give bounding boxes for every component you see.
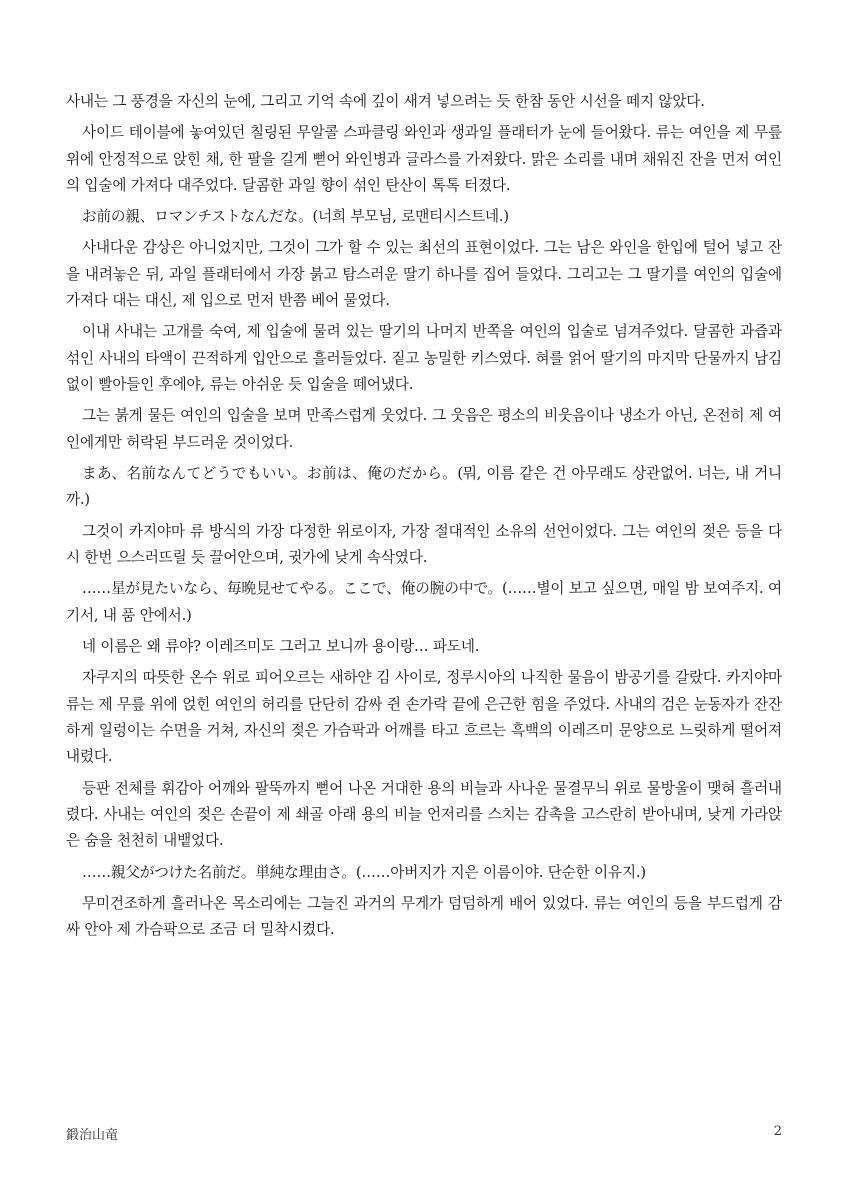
paragraph: 그는 붉게 물든 여인의 입술을 보며 만족스럽게 웃었다. 그 웃음은 평소의 비웃음이나 냉소가 아닌, 온전히 제 여인에게만 허락된 부드러운 것이었다. — [66, 407, 782, 451]
paragraph: 이내 사내는 고개를 숙여, 제 입술에 물려 있는 딸기의 나머지 반쪽을 여인의 입술로 넘겨주었다. 달콤한 과즙과 섞인 사내의 타액이 끈적하게 입안으로 흘러들었다. 짙고 농밀한 키스였다. 혀를 얽어 딸기의 마지막 단물까지 남김없이 빨아들인 후에야, 류는 아쉬운 듯 입술을 떼어냈다. — [66, 323, 782, 394]
paragraph: 그것이 카지야마 류 방식의 가장 다정한 위로이자, 가장 절대적인 소유의 선언이었다. 그는 여인의 젖은 등을 다시 한번 으스러뜨릴 듯 끌어안으며, 귓가에 낮게 속삭였다. — [66, 522, 782, 567]
paragraph: お前の親、ロマンチストなんだな。(너희 부모님, 로맨티시스트네.) — [82, 208, 509, 226]
paragraph: ……親父がつけた名前だ。単純な理由さ。(……아버지가 지은 이름이야. 단순한 이유지.) — [82, 863, 646, 881]
footer-title: 鍛治山竜 — [66, 1128, 119, 1143]
paragraph: 무미건조하게 흘러나온 목소리에는 그늘진 과거의 무게가 덤덤하게 배어 있었다. 류는 여인의 등을 부드럽게 감싸 안아 제 가슴팍으로 조금 더 밀착시켰다. — [66, 894, 782, 939]
paragraph: まあ、名前なんてどうでもいい。お前は、俺のだから。(뭐, 이름 같은 건 아무래도 상관없어. 너는, 내 거니까.) — [66, 465, 782, 509]
paragraph: 사이드 테이블에 놓여있던 칠링된 무알콜 스파클링 와인과 생과일 플래터가 눈에 들어왔다. 류는 여인을 제 무릎 위에 안정적으로 앉힌 채, 한 팔을 길게 뻗어 와인병과 글라스를 가져왔다. 맑은 소리를 내며 채워진 잔을 먼저 여인의 입술에 가져다 대주었다. 달콤한 과일 향이 섞인 탄산이 톡톡 터졌다. — [66, 124, 782, 195]
paragraph: ……星が見たいなら、毎晩見せてやる。ここで、俺の腕の中で。(……별이 보고 싶으면, 매일 밤 보여주지. 여기서, 내 품 안에서.) — [66, 580, 782, 624]
page-number: 2 — [773, 1124, 782, 1139]
paragraph: 네 이름은 왜 류야? 이레즈미도 그러고 보니까 용이랑… 파도네. — [82, 637, 480, 655]
body-text — [66, 89, 782, 948]
paragraph: 등판 전체를 휘감아 어깨와 팔뚝까지 뻗어 나온 거대한 용의 비늘과 사나운 물결무늬 위로 물방울이 맺혀 흘러내렸다. 사내는 여인의 젖은 손끝이 제 쇄골 아래 용의 비늘 언저리를 스치는 감촉을 고스란히 받아내며, 낮게 가라앉은 숨을 천천히 내뱉었다. — [66, 779, 782, 850]
paragraph: 사내다운 감상은 아니었지만, 그것이 그가 할 수 있는 최선의 표현이었다. 그는 남은 와인을 한입에 털어 넣고 잔을 내려놓은 뒤, 과일 플래터에서 가장 붉고 탐스러운 딸기 하나를 집어 들었다. 그리고는 그 딸기를 여인의 입술에 가져다 대는 대신, 제 입으로 먼저 반쯤 베어 물었다. — [66, 239, 782, 310]
paragraph: 사내는 그 풍경을 자신의 눈에, 그리고 기억 속에 깊이 새겨 넣으려는 듯 한참 동안 시선을 떼지 않았다. — [66, 93, 705, 110]
paragraph: 자쿠지의 따뜻한 온수 위로 피어오르는 새하얀 김 사이로, 정루시아의 나직한 물음이 밤공기를 갈랐다. 카지야마 류는 제 무릎 위에 얹힌 여인의 허리를 단단히 감싸 쥔 손가락 끝에 은근한 힘을 주었다. 사내의 검은 눈동자가 잔잔하게 일렁이는 수면을 거쳐, 자신의 젖은 가슴팍과 어깨를 타고 흐르는 흑백의 이레즈미 문양으로 느릿하게 떨어져 내렸다. — [66, 669, 782, 766]
